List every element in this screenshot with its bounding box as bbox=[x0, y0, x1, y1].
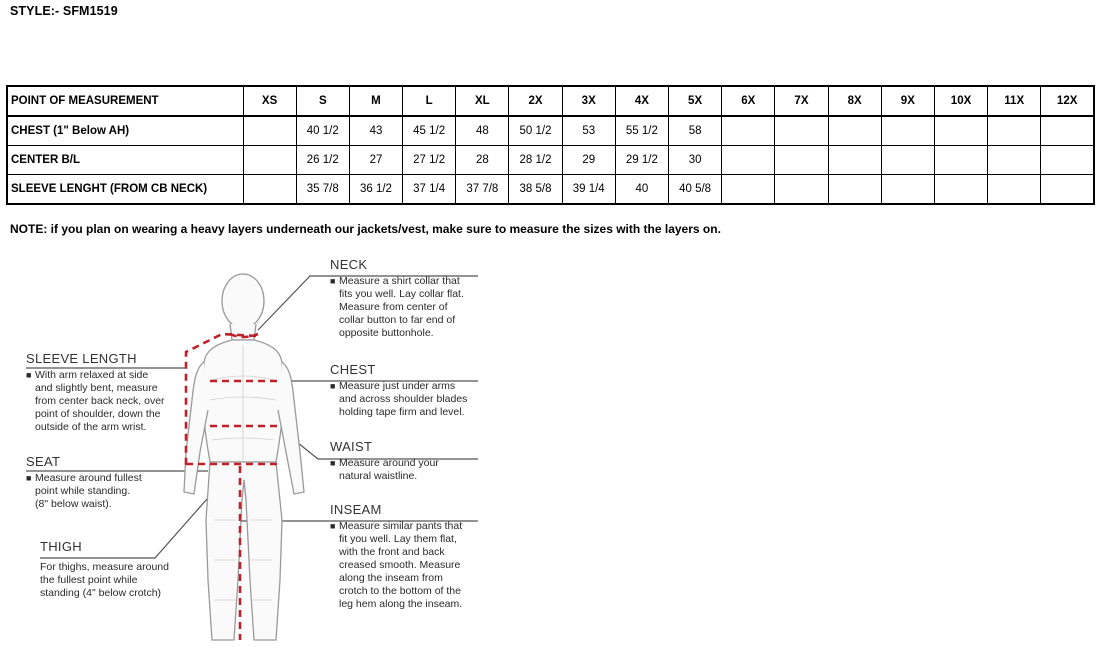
measurement-cell: 29 1/2 bbox=[615, 146, 668, 175]
measurement-cell: 48 bbox=[456, 116, 509, 146]
column-header-size: 2X bbox=[509, 86, 562, 116]
measurement-cell: 26 1/2 bbox=[296, 146, 349, 175]
measurement-cell: 45 1/2 bbox=[403, 116, 456, 146]
measurement-cell: 40 bbox=[615, 175, 668, 205]
neck-instructions bbox=[330, 258, 480, 340]
measurement-cell: 29 bbox=[562, 146, 615, 175]
figure-legs bbox=[206, 462, 282, 640]
bullet-icon: ■ bbox=[26, 370, 32, 380]
column-header-size: S bbox=[296, 86, 349, 116]
column-header-size: 11X bbox=[988, 86, 1041, 116]
measurement-cell bbox=[243, 116, 296, 146]
neck-heading: NECK bbox=[330, 257, 368, 272]
column-header-size: 3X bbox=[562, 86, 615, 116]
chest-text: Measure just under arms and across shoulder blades holding tape firm and level. bbox=[339, 380, 468, 418]
measurement-cell bbox=[934, 116, 987, 146]
measurement-cell: 36 1/2 bbox=[349, 175, 402, 205]
bullet-icon: ■ bbox=[330, 521, 336, 531]
chest-heading: CHEST bbox=[330, 362, 376, 377]
measurement-cell bbox=[828, 175, 881, 205]
measurement-cell bbox=[988, 146, 1041, 175]
measurement-cell: 37 1/4 bbox=[403, 175, 456, 205]
measurement-cell: 30 bbox=[669, 146, 722, 175]
column-header-size: 9X bbox=[881, 86, 934, 116]
measurement-cell bbox=[775, 175, 828, 205]
table-header-row bbox=[7, 86, 1094, 116]
column-header-size: L bbox=[403, 86, 456, 116]
measurement-cell: 27 1/2 bbox=[403, 146, 456, 175]
seat-instructions bbox=[26, 455, 166, 511]
measurement-cell: 50 1/2 bbox=[509, 116, 562, 146]
measurement-cell bbox=[722, 146, 775, 175]
measurement-cell bbox=[1041, 146, 1094, 175]
sleeve-length-heading: SLEEVE LENGTH bbox=[26, 351, 137, 366]
measurement-cell bbox=[243, 146, 296, 175]
measurement-cell bbox=[1041, 175, 1094, 205]
column-header-size: 4X bbox=[615, 86, 668, 116]
waist-text: Measure around your natural waistline. bbox=[339, 457, 439, 482]
column-header-size: 8X bbox=[828, 86, 881, 116]
table-row bbox=[7, 175, 1094, 205]
measurement-cell: 55 1/2 bbox=[615, 116, 668, 146]
seat-heading: SEAT bbox=[26, 454, 61, 469]
measurement-cell: 40 1/2 bbox=[296, 116, 349, 146]
measurement-cell bbox=[775, 116, 828, 146]
thigh-text: For thighs, measure around the fullest point while standing (4" below crotch) bbox=[40, 561, 169, 599]
seat-text: Measure around fullest point while standing. (8" below waist). bbox=[35, 472, 142, 510]
bullet-icon: ■ bbox=[26, 473, 32, 483]
measurement-cell: 58 bbox=[669, 116, 722, 146]
measurement-cell bbox=[881, 175, 934, 205]
measurement-cell: 38 5/8 bbox=[509, 175, 562, 205]
measurement-cell bbox=[828, 116, 881, 146]
measurement-cell bbox=[1041, 116, 1094, 146]
bullet-icon: ■ bbox=[330, 381, 336, 391]
thigh-heading: THIGH bbox=[40, 539, 82, 554]
measurement-cell bbox=[722, 175, 775, 205]
measurement-cell bbox=[881, 146, 934, 175]
measurement-cell bbox=[775, 146, 828, 175]
measurement-cell: 37 7/8 bbox=[456, 175, 509, 205]
column-header-size: 12X bbox=[1041, 86, 1094, 116]
measurement-cell bbox=[934, 175, 987, 205]
column-header-point-of-measurement: POINT OF MEASUREMENT bbox=[7, 86, 243, 116]
measurement-cell bbox=[881, 116, 934, 146]
neck-text: Measure a shirt collar that fits you well. Lay collar flat. Measure from center of collar button to far end of opposite buttonhole. bbox=[339, 275, 464, 339]
thigh-instructions bbox=[40, 540, 190, 600]
measurement-cell: 28 bbox=[456, 146, 509, 175]
style-title: STYLE:- SFM1519 bbox=[10, 4, 118, 18]
bullet-icon: ■ bbox=[330, 458, 336, 468]
measurement-cell: 35 7/8 bbox=[296, 175, 349, 205]
measurement-cell: 27 bbox=[349, 146, 402, 175]
measurement-cell bbox=[722, 116, 775, 146]
figure-left-arm bbox=[184, 362, 208, 494]
measurement-cell: 53 bbox=[562, 116, 615, 146]
measurement-cell: 28 1/2 bbox=[509, 146, 562, 175]
column-header-size: XS bbox=[243, 86, 296, 116]
waist-instructions bbox=[330, 440, 480, 483]
column-header-size: 5X bbox=[669, 86, 722, 116]
figure-head bbox=[222, 274, 264, 328]
measurement-cell bbox=[243, 175, 296, 205]
measurement-cell bbox=[828, 146, 881, 175]
size-chart-table bbox=[6, 85, 1095, 205]
inseam-instructions bbox=[330, 503, 480, 611]
chest-instructions bbox=[330, 363, 485, 419]
measurement-cell: 40 5/8 bbox=[669, 175, 722, 205]
column-header-size: 6X bbox=[722, 86, 775, 116]
sleeve-length-text: With arm relaxed at side and slightly bent, measure from center back neck, over point of shoulder, down the outside of the arm wrist. bbox=[35, 369, 165, 433]
layering-note: NOTE: if you plan on wearing a heavy layers underneath our jackets/vest, make sure to measure the sizes with the layers on. bbox=[10, 222, 721, 236]
measurement-cell bbox=[934, 146, 987, 175]
measurement-label: CENTER B/L bbox=[7, 146, 243, 175]
measurement-label: CHEST (1" Below AH) bbox=[7, 116, 243, 146]
measurement-cell: 39 1/4 bbox=[562, 175, 615, 205]
table-row bbox=[7, 146, 1094, 175]
measurement-cell: 43 bbox=[349, 116, 402, 146]
measurement-cell bbox=[988, 116, 1041, 146]
bullet-icon: ■ bbox=[330, 276, 336, 286]
column-header-size: 10X bbox=[934, 86, 987, 116]
sleeve-length-instructions bbox=[26, 352, 186, 434]
waist-heading: WAIST bbox=[330, 439, 373, 454]
column-header-size: XL bbox=[456, 86, 509, 116]
table-row bbox=[7, 116, 1094, 146]
figure-outline bbox=[184, 274, 304, 640]
measurement-label: SLEEVE LENGHT (FROM CB NECK) bbox=[7, 175, 243, 205]
figure-right-arm bbox=[278, 362, 304, 494]
column-header-size: 7X bbox=[775, 86, 828, 116]
inseam-heading: INSEAM bbox=[330, 502, 382, 517]
column-header-size: M bbox=[349, 86, 402, 116]
inseam-text: Measure similar pants that fit you well. Lay them flat, with the front and back creased smooth. Measure along the inseam from crotch to the bottom of the leg hem along the inseam. bbox=[339, 520, 463, 610]
measurement-cell bbox=[988, 175, 1041, 205]
